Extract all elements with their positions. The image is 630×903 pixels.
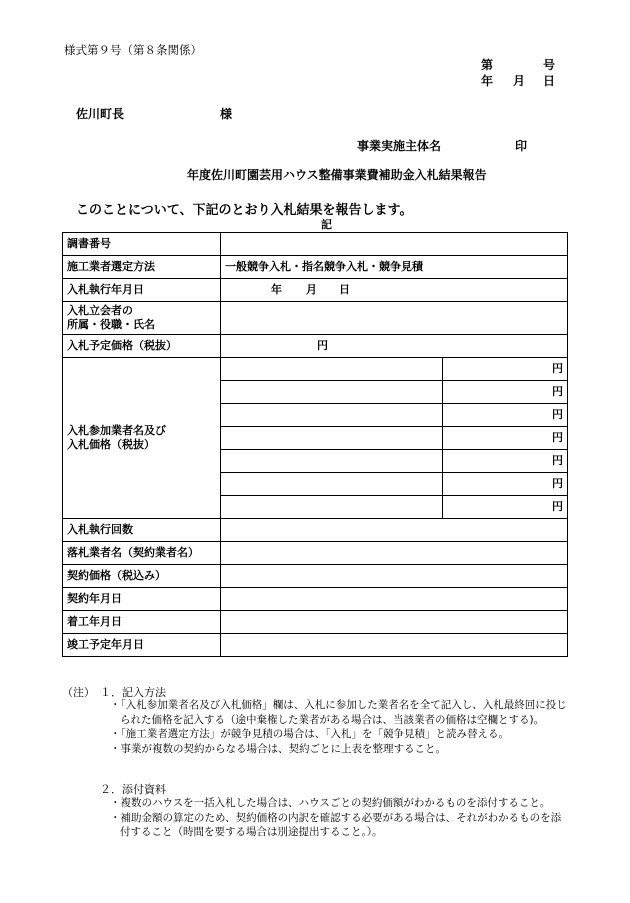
- addressee-name: 佐川町長: [76, 107, 125, 121]
- completion-date-value-cell: [221, 634, 568, 657]
- notes-section2-list: [110, 796, 570, 840]
- notes-prefix: （注）: [62, 686, 95, 699]
- bidder-name-cell: [221, 427, 443, 450]
- date-year: 年: [481, 74, 494, 88]
- witness-label: [63, 302, 221, 335]
- method-value: 一般競争入札・指名競争入札・競争見積: [221, 256, 568, 279]
- bidder-name-cell: [221, 450, 443, 473]
- bidder-price-cell: 円: [443, 496, 568, 519]
- rounds-label: 入札執行回数: [63, 519, 221, 542]
- bid-date-year: 年: [271, 283, 282, 296]
- notes-item: ・複数のハウスを一括入札した場合は、ハウスごとの契約価額がわかるものを添付すること。: [110, 797, 551, 809]
- bidders-label: [63, 358, 221, 519]
- bidder-price-cell: 円: [443, 427, 568, 450]
- chosho-value-cell: [221, 233, 568, 256]
- contract-date-label: 契約年月日: [63, 588, 221, 611]
- contract-price-label: 契約価格（税込み）: [63, 565, 221, 588]
- addressee-honorific: 様: [220, 107, 233, 121]
- bidder-name-cell: [221, 358, 443, 381]
- bidder-price-cell: 円: [443, 381, 568, 404]
- method-label: 施工業者選定方法: [63, 256, 221, 279]
- document-title: 年度佐川町園芸用ハウス整備事業費補助金入札結果報告: [187, 168, 487, 182]
- doc-number-go: 号: [543, 58, 556, 72]
- report-table: [62, 232, 568, 657]
- planned-price-value: [221, 335, 568, 358]
- seal-mark: 印: [515, 139, 528, 153]
- notes-item: ・「入札参加業者名及び入札価格」欄は、入札に参加した業者名を全て記入し、入札最終回に投じられた価格を記入する（途中棄権した業者がある場合は、当該業者の価格は空欄とする)。: [110, 699, 567, 726]
- witness-label-line1: 入札立会者の: [67, 304, 133, 317]
- bidders-label-line2: 入札価格（税抜）: [67, 438, 155, 451]
- start-date-label: 着工年月日: [63, 611, 221, 634]
- notes-section1-title: １．記入方法: [100, 686, 166, 699]
- bid-date-value: [221, 279, 568, 302]
- bidder-price-cell: 円: [443, 404, 568, 427]
- rounds-value-cell: [221, 519, 568, 542]
- date-month: 月: [513, 74, 526, 88]
- notes-item: ・「施工業者選定方法」が競争見積の場合は、「入札」を「競争見積」と読み替える。: [110, 728, 509, 740]
- contract-date-value-cell: [221, 588, 568, 611]
- start-date-value-cell: [221, 611, 568, 634]
- bidder-price-cell: 円: [443, 473, 568, 496]
- winner-label: 落札業者名（契約業者名）: [63, 542, 221, 565]
- form-number: 様式第９号（第８条関係）: [64, 43, 202, 57]
- bid-date-month: 月: [306, 283, 317, 296]
- bid-date-label: 入札執行年月日: [63, 279, 221, 302]
- bidder-name-cell: [221, 404, 443, 427]
- chosho-label: 調書番号: [63, 233, 221, 256]
- intro-text: このことについて、下記のとおり入札結果を報告します。: [76, 203, 413, 218]
- notes-section2-title: ２．添付資料: [100, 783, 166, 796]
- notes-item: ・事業が複数の契約からなる場合は、契約ごとに上表を整理すること。: [110, 742, 446, 755]
- completion-date-label: 竣工予定年月日: [63, 634, 221, 657]
- notes-section1-list: [110, 698, 570, 756]
- date-day: 日: [543, 74, 556, 88]
- winner-value-cell: [221, 542, 568, 565]
- bidder-price-cell: 円: [443, 358, 568, 381]
- bidder-name-cell: [221, 473, 443, 496]
- bidder-price-cell: 円: [443, 450, 568, 473]
- bid-date-day: 日: [339, 283, 350, 296]
- planned-price-unit: 円: [317, 339, 328, 352]
- notes-item: ・補助金額の算定のため、契約価格の内訳を確認する必要がある場合は、それがわかるものを添付すること（時間を要する場合は別途提出すること。）。: [110, 811, 562, 838]
- contract-price-value-cell: [221, 565, 568, 588]
- witness-value-cell: [221, 302, 568, 335]
- bidder-name-cell: [221, 381, 443, 404]
- sender-label: 事業実施主体名: [357, 139, 442, 153]
- ki-mark: 記: [321, 218, 332, 231]
- bidders-label-line1: 入札参加業者名及び: [67, 424, 166, 437]
- bidder-name-cell: [221, 496, 443, 519]
- planned-price-label: 入札予定価格（税抜）: [63, 335, 221, 358]
- doc-number-dai: 第: [481, 58, 494, 72]
- witness-label-line2: 所属・役職・氏名: [67, 318, 155, 331]
